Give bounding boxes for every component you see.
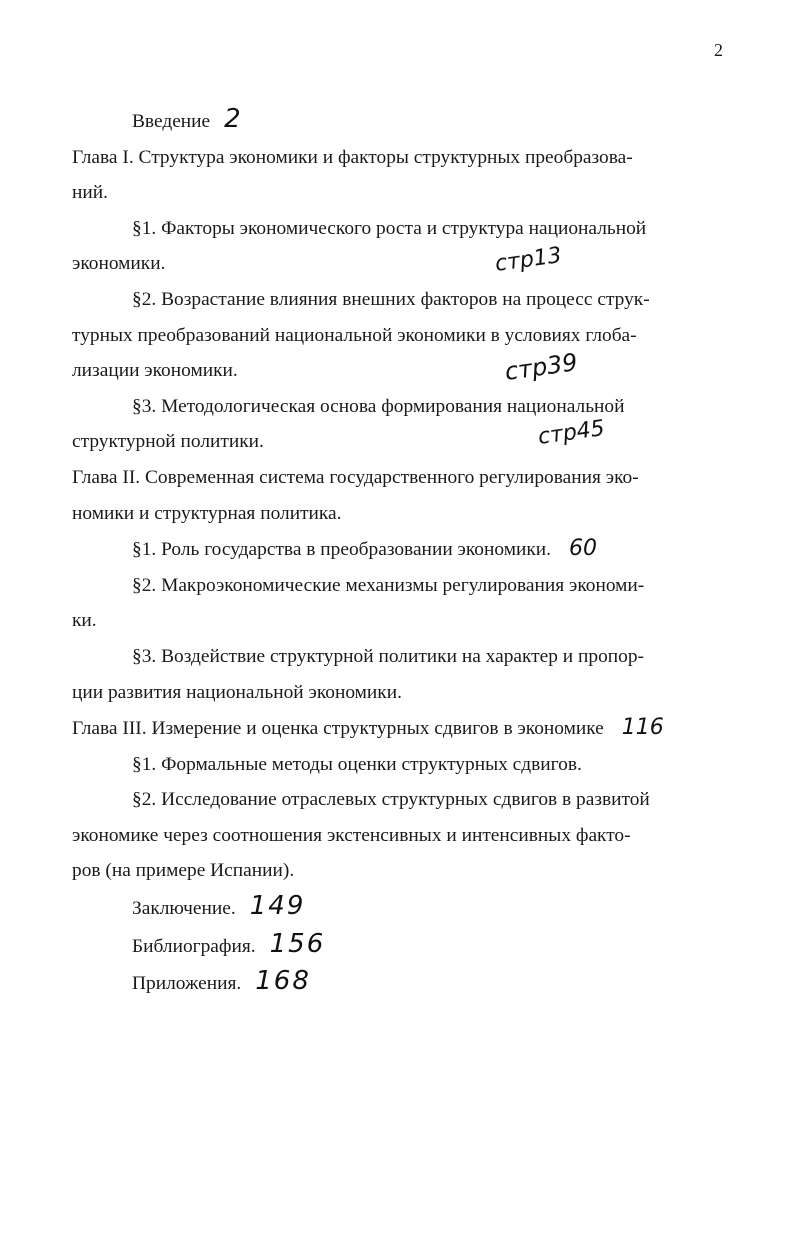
chapter-2-section-1-text: §1. Роль государства в преобразовании экономики. [132,539,551,561]
toc-bibliography [72,927,740,965]
chapter-1-section-2-cont2: лизации экономики. [72,360,238,382]
chapter-1-title-cont: ний. [72,182,108,204]
chapter-2-title: Глава II. Современная система государственного регулирования эко- [72,466,639,488]
chapter-1-section-1-cont: экономики. [72,253,166,275]
chapter-2-section-2-cont: ки. [72,610,97,632]
chapter-1-section-3-cont: структурной политики. [72,431,264,453]
chapter-1-section-3: §3. Методологическая основа формирования национальной [132,395,625,417]
chapter-2-section-3: §3. Воздействие структурной политики на характер и пропор- [132,645,645,667]
handwritten-page-note: 60 [569,536,597,562]
chapter-3-title [72,710,740,747]
chapter-2-section-2: §2. Макроэкономические механизмы регулирования экономи- [132,574,645,596]
toc-appendix-label: Приложения. [132,973,242,995]
toc-appendix [72,964,740,1002]
chapter-1-section-2: §2. Возрастание влияния внешних факторов на процесс струк- [132,288,650,310]
handwritten-page-note: стр45 [536,415,607,450]
chapter-3-title-text: Глава III. Измерение и оценка структурных сдвигов в экономике [72,718,604,740]
handwritten-page-note: 116 [621,715,664,741]
chapter-2-title-cont: номики и структурная политика. [72,502,342,524]
handwritten-page-note: стр39 [503,348,580,386]
table-of-contents [72,102,740,1002]
chapter-1-title: Глава I. Структура экономики и факторы структурных преобразова- [72,146,633,168]
chapter-3-section-2: §2. Исследование отраслевых структурных сдвигов в развитой [132,789,650,811]
toc-intro [72,102,740,140]
toc-conclusion-label: Заключение. [132,898,236,920]
chapter-2-section-1 [72,531,740,568]
chapter-1-section-1: §1. Факторы экономического роста и структура национальной [132,217,647,239]
toc-conclusion [72,889,740,927]
toc-bibliography-label: Библиография. [132,935,256,957]
handwritten-page-note: 149 [249,891,306,922]
page-number: 2 [714,40,723,60]
chapter-3-section-1: §1. Формальные методы оценки структурных сдвигов. [132,753,582,775]
handwritten-page-note: стр13 [493,242,564,277]
handwritten-page-note: 168 [255,966,311,997]
chapter-2-section-3-cont: ции развития национальной экономики. [72,681,402,703]
chapter-3-section-2-cont2: ров (на примере Испании). [72,860,295,882]
chapter-1-section-2-cont: турных преобразований национальной экономики в условиях глоба- [72,324,637,346]
handwritten-page-note: 156 [269,928,326,959]
handwritten-page-note: 2 [224,104,243,134]
chapter-3-section-2-cont: экономике через соотношения экстенсивных и интенсивных факто- [72,824,631,846]
toc-intro-label: Введение [132,111,211,132]
